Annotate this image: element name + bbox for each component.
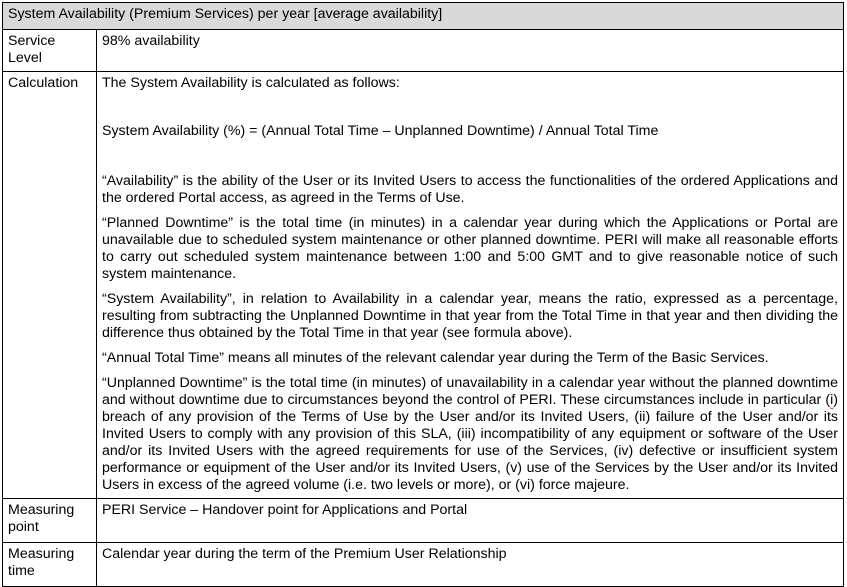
row-measuring-point [3, 499, 844, 543]
system-availability-definition: “System Availability”, in relation to Availability in a calendar year, means the ratio, expressed as a percentage, resulting from subtracting the Unplanned Downtime in that year from the Total Time in that year and then dividing the difference thus obtained by the Total Time in that year (see formula above). [102, 291, 838, 341]
calculation-label: Calculation [3, 72, 97, 499]
unplanned-downtime-definition [102, 375, 838, 494]
calculation-intro: The System Availability is calculated as follows: [102, 75, 400, 91]
spellcheck-flagged-marker: i [830, 392, 834, 408]
measuring-time-value: Calendar year during the term of the Premium User Relationship [97, 543, 844, 587]
table-header-title: System Availability (Premium Services) per year [average availability] [3, 3, 844, 30]
planned-downtime-definition: “Planned Downtime” is the total time (in minutes) in a calendar year during which the Applications or Portal are unavailable due to scheduled system maintenance or other planned downtime. PERI will make all reasonable efforts to carry out scheduled system maintenance between 1:00 and 5:00 GMT and to give reasonable notice of such system maintenance. [102, 215, 838, 282]
calculation-content [97, 72, 844, 499]
row-measuring-time [3, 543, 844, 587]
measuring-point-value: PERI Service – Handover point for Applications and Portal [97, 499, 844, 543]
unplanned-downtime-text-end: ) breach of any provision of the Terms of Use by the User and/or its Invited Users, (ii) failure of the User and/or its Invited Users to comply with any provision of this SLA, (iii) incompatibility of any equipment or software of the User and/or its Invited Users with the agreed requirements for use of the Services, (iv) defective or insufficient system performance or equipment of the User and/or its Invited Users, (v) use of the Services by the User and/or its Invited Users in excess of the agreed volume (i.e. two levels or more), or (vi) force majeure. [102, 392, 838, 493]
unplanned-downtime-text-start: “Unplanned Downtime” is the total time (in minutes) of unavailability in a calendar year without the planned downtime and without downtime due to circumstances beyond the control of PERI. These circumstances include in particular ( [102, 375, 838, 408]
availability-definition: “Availability” is the ability of the User or its Invited Users to access the functionalities of the ordered Applications and the ordered Portal access, as agreed in the Terms of Use. [102, 173, 838, 206]
row-service-level [3, 30, 844, 72]
sla-table [2, 2, 844, 587]
header-row [3, 3, 844, 30]
measuring-time-label: Measuring time [3, 543, 97, 587]
annual-total-time-definition: “Annual Total Time” means all minutes of the relevant calendar year during the Term of the Basic Services. [102, 350, 769, 366]
service-level-label: Service Level [3, 30, 97, 72]
service-level-value: 98% availability [97, 30, 844, 72]
row-calculation [3, 72, 844, 499]
measuring-point-label: Measuring point [3, 499, 97, 543]
availability-formula: System Availability (%) = (Annual Total Time – Unplanned Downtime) / Annual Total Time [102, 123, 659, 139]
